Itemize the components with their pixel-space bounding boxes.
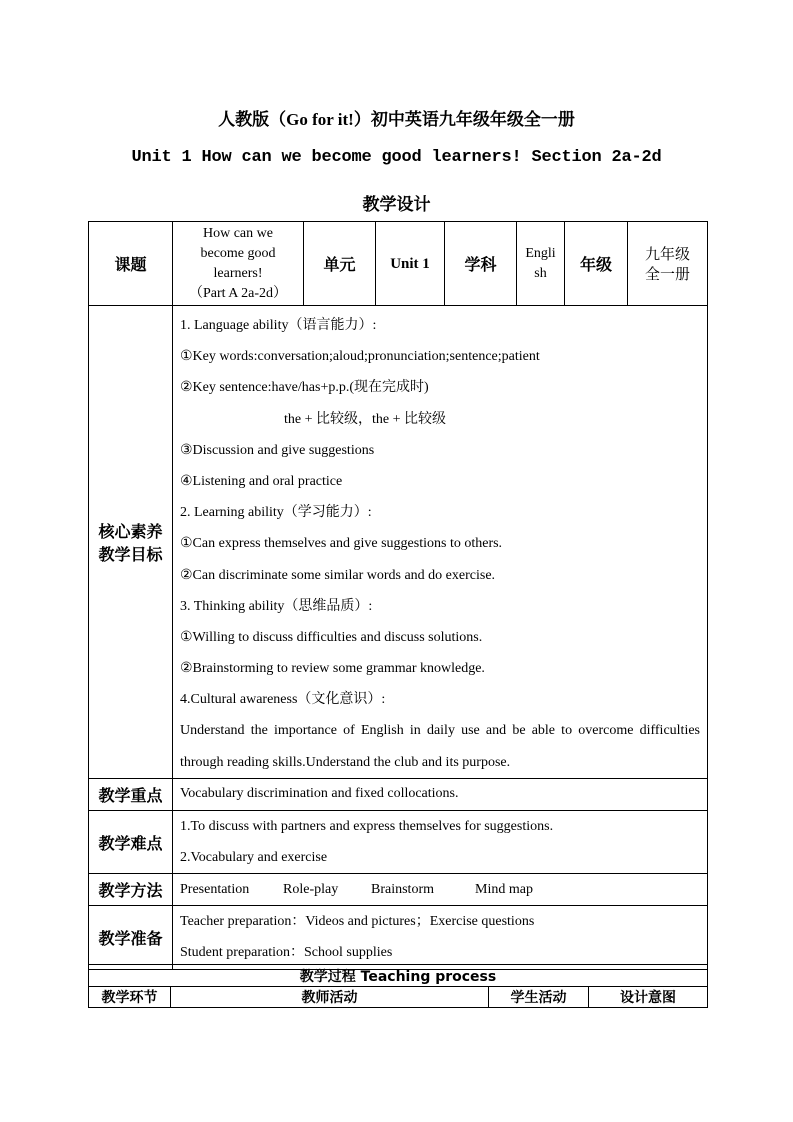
objective-line: ①Key words:conversation;aloud;pronunciation;sentence;patient	[180, 349, 540, 365]
difficulties-content: 1.To discuss with partners and express themselves for suggestions. 2.Vocabulary and exercise	[173, 810, 708, 873]
process-column-header: 设计意图	[589, 987, 708, 1008]
process-heading-row	[89, 965, 708, 987]
objectives-row	[89, 306, 708, 779]
info-row	[89, 222, 708, 306]
topic-label: 课题	[89, 222, 173, 306]
objective-line: ①Can express themselves and give suggestions to others.	[180, 536, 503, 552]
document-heading: 教学设计	[362, 195, 431, 214]
cultural-awareness-paragraph: Understand the importance of English in daily use and be able to overcome difficulties through reading skills.Understand the club and its purpose.	[180, 723, 700, 770]
teaching-process-table	[88, 964, 708, 1008]
objective-line: 3. Thinking ability（思维品质）:	[180, 598, 373, 614]
objective-line: 2. Learning ability（学习能力）:	[180, 505, 372, 521]
objective-line: 4.Cultural awareness（文化意识）:	[180, 692, 386, 708]
objective-line: 1. Language ability（语言能力）:	[180, 318, 377, 333]
methods-row	[89, 874, 708, 906]
preparation-row	[89, 906, 708, 969]
subject-label: 学科	[445, 222, 517, 306]
objectives-content	[173, 306, 708, 779]
document-subtitle: Unit 1 How can we become good learners! Section 2a-2d	[131, 148, 662, 167]
difficulties-row	[89, 810, 708, 873]
process-column-header: 教学环节	[89, 987, 171, 1008]
key-points-text: Vocabulary discrimination and fixed collocations.	[173, 778, 708, 810]
objective-line: ①Willing to discuss difficulties and discuss solutions.	[180, 629, 483, 645]
key-points-label: 教学重点	[89, 778, 173, 810]
process-column-header: 教师活动	[171, 987, 489, 1008]
objectives-label: 核心素养 教学目标	[89, 306, 173, 779]
unit-value: Unit 1	[376, 222, 445, 306]
objective-line: ②Brainstorming to review some grammar knowledge.	[180, 661, 485, 677]
grade-value: 九年级 全一册	[628, 222, 708, 306]
process-heading: 教学过程 Teaching process	[89, 965, 708, 987]
objective-line: the + 比较级，the + 比较级	[284, 411, 446, 427]
grade-label: 年级	[565, 222, 628, 306]
lesson-info-table	[88, 221, 708, 970]
process-column-header: 学生活动	[489, 987, 589, 1008]
difficulties-label: 教学难点	[89, 810, 173, 873]
document-title: 人教版（Go for it!）初中英语九年级年级全一册	[218, 110, 575, 129]
process-columns-row	[89, 987, 708, 1008]
methods-content	[173, 874, 708, 906]
unit-label: 单元	[304, 222, 376, 306]
preparation-content: Teacher preparation：Videos and pictures；Exercise questions Student preparation：School supplies	[173, 906, 708, 969]
methods-label: 教学方法	[89, 874, 173, 906]
objective-line: ②Can discriminate some similar words and do exercise.	[180, 567, 496, 583]
method-item: Brainstorm	[371, 881, 434, 897]
objective-line: ③Discussion and give suggestions	[180, 442, 375, 458]
subject-value: Engli sh	[517, 222, 565, 306]
topic-value: How can we become good learners! （Part A 2a-2d）	[173, 222, 304, 306]
objective-line: ④Listening and oral practice	[180, 473, 343, 489]
objective-line: ②Key sentence:have/has+p.p.(现在完成时)	[180, 380, 429, 396]
method-item: Role-play	[283, 881, 339, 897]
method-item: Presentation	[180, 881, 250, 897]
key-points-row	[89, 778, 708, 810]
method-item: Mind map	[475, 881, 533, 897]
preparation-label: 教学准备	[89, 906, 173, 969]
